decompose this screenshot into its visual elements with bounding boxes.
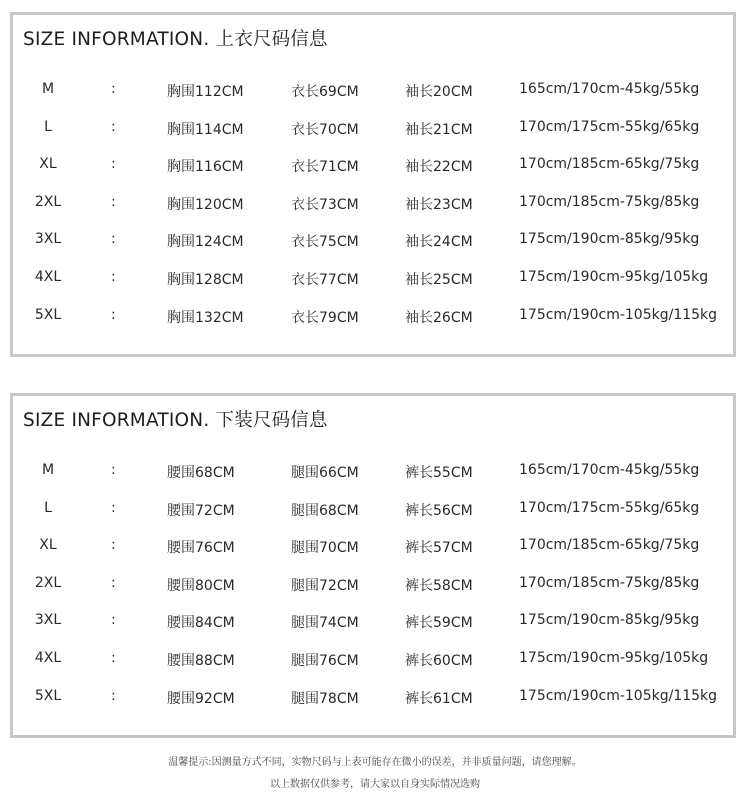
pants-length-measure: 裤长57CM [405,540,473,557]
fit-range: 170cm/185cm-65kg/75kg [519,537,700,554]
size-row [13,186,733,224]
fit-range: 170cm/175cm-55kg/65kg [519,499,700,516]
size-row [13,73,733,111]
size-label: XL [39,156,57,173]
note-reference-only: 以上数据仅供参考，请大家以自身实际情况选购 [270,779,480,790]
size-label: 4XL [34,268,62,285]
separator-colon: : [111,118,116,135]
separator-colon: : [111,462,116,478]
size-label: 5XL [34,687,62,704]
fit-range: 170cm/175cm-55kg/65kg [519,118,700,135]
length-measure: 衣长79CM [291,309,359,326]
sleeve-measure: 袖长26CM [405,309,473,326]
length-measure: 衣长77CM [291,271,359,288]
waist-measure: 腰围92CM [167,690,235,707]
size-row [13,567,733,605]
waist-measure: 腰围84CM [167,615,235,632]
waist-measure: 腰围80CM [167,577,235,594]
separator-colon: : [111,649,116,666]
fit-range: 170cm/185cm-65kg/75kg [519,156,700,173]
size-label: 3XL [34,612,62,629]
chest-measure: 胸围132CM [167,309,244,326]
separator-colon: : [111,574,116,591]
waist-measure: 腰围68CM [167,465,235,481]
fit-range: 165cm/170cm-45kg/55kg [519,81,700,97]
length-measure: 衣长75CM [291,234,359,251]
pants-length-measure: 裤长59CM [405,615,473,632]
sleeve-measure: 袖长23CM [405,196,473,213]
size-label: 4XL [34,649,62,666]
size-label: L [44,499,52,516]
size-row [13,299,733,337]
separator-colon: : [111,193,116,210]
thigh-measure: 腿围78CM [291,690,359,707]
chest-measure: 胸围114CM [167,121,244,138]
fit-range: 175cm/190cm-105kg/115kg [519,687,718,704]
bottom-size-panel [10,393,736,738]
waist-measure: 腰围76CM [167,540,235,557]
separator-colon: : [111,612,116,629]
thigh-measure: 腿围74CM [291,615,359,632]
fit-range: 175cm/190cm-95kg/105kg [519,268,709,285]
separator-colon: : [111,499,116,516]
pants-length-measure: 裤长60CM [405,652,473,669]
size-row [13,223,733,261]
size-row [13,492,733,530]
size-row [13,111,733,149]
size-label: M [41,462,55,478]
size-label: M [41,81,55,97]
top-size-title: SIZE INFORMATION. 上衣尺码信息 [23,29,328,50]
separator-colon: : [111,306,116,323]
size-row [13,148,733,186]
size-row [13,529,733,567]
waist-measure: 腰围72CM [167,502,235,519]
notes [0,752,750,796]
size-label: 3XL [34,231,62,248]
thigh-measure: 腿围76CM [291,652,359,669]
chest-measure: 胸围116CM [167,159,244,176]
fit-range: 170cm/185cm-75kg/85kg [519,193,700,210]
top-size-panel [10,12,736,357]
thigh-measure: 腿围70CM [291,540,359,557]
pants-length-measure: 裤长58CM [405,577,473,594]
chest-measure: 胸围120CM [167,196,244,213]
separator-colon: : [111,156,116,173]
size-row [13,604,733,642]
size-row [13,454,733,492]
sleeve-measure: 袖长22CM [405,159,473,176]
fit-range: 165cm/170cm-45kg/55kg [519,462,700,478]
separator-colon: : [111,537,116,554]
fit-range: 175cm/190cm-85kg/95kg [519,612,700,629]
thigh-measure: 腿围66CM [291,465,359,481]
fit-range: 175cm/190cm-95kg/105kg [519,649,709,666]
waist-measure: 腰围88CM [167,652,235,669]
bottom-size-rows [13,454,733,717]
length-measure: 衣长73CM [291,196,359,213]
size-label: L [44,118,52,135]
sleeve-measure: 袖长21CM [405,121,473,138]
chest-measure: 胸围112CM [167,84,244,100]
separator-colon: : [111,81,116,97]
pants-length-measure: 裤长61CM [405,690,473,707]
size-row [13,642,733,680]
separator-colon: : [111,687,116,704]
fit-range: 175cm/190cm-85kg/95kg [519,231,700,248]
separator-colon: : [111,268,116,285]
pants-length-measure: 裤长55CM [405,465,473,481]
fit-range: 175cm/190cm-105kg/115kg [519,306,718,323]
size-label: 2XL [34,574,62,591]
chest-measure: 胸围124CM [167,234,244,251]
size-label: 2XL [34,193,62,210]
bottom-size-title: SIZE INFORMATION. 下装尺码信息 [23,410,328,431]
pants-length-measure: 裤长56CM [405,502,473,519]
length-measure: 衣长71CM [291,159,359,176]
thigh-measure: 腿围68CM [291,502,359,519]
separator-colon: : [111,231,116,248]
sleeve-measure: 袖长20CM [405,84,473,100]
thigh-measure: 腿围72CM [291,577,359,594]
fit-range: 170cm/185cm-75kg/85kg [519,574,700,591]
sleeve-measure: 袖长25CM [405,271,473,288]
size-row [13,680,733,718]
size-label: 5XL [34,306,62,323]
note-measurement-disclaimer: 温馨提示:因测量方式不同，实物尺码与上表可能存在微小的误差，并非质量问题，请您理解。 [168,757,582,768]
top-size-rows [13,73,733,336]
chest-measure: 胸围128CM [167,271,244,288]
sleeve-measure: 袖长24CM [405,234,473,251]
length-measure: 衣长69CM [291,84,359,100]
size-label: XL [39,537,57,554]
length-measure: 衣长70CM [291,121,359,138]
size-row [13,261,733,299]
